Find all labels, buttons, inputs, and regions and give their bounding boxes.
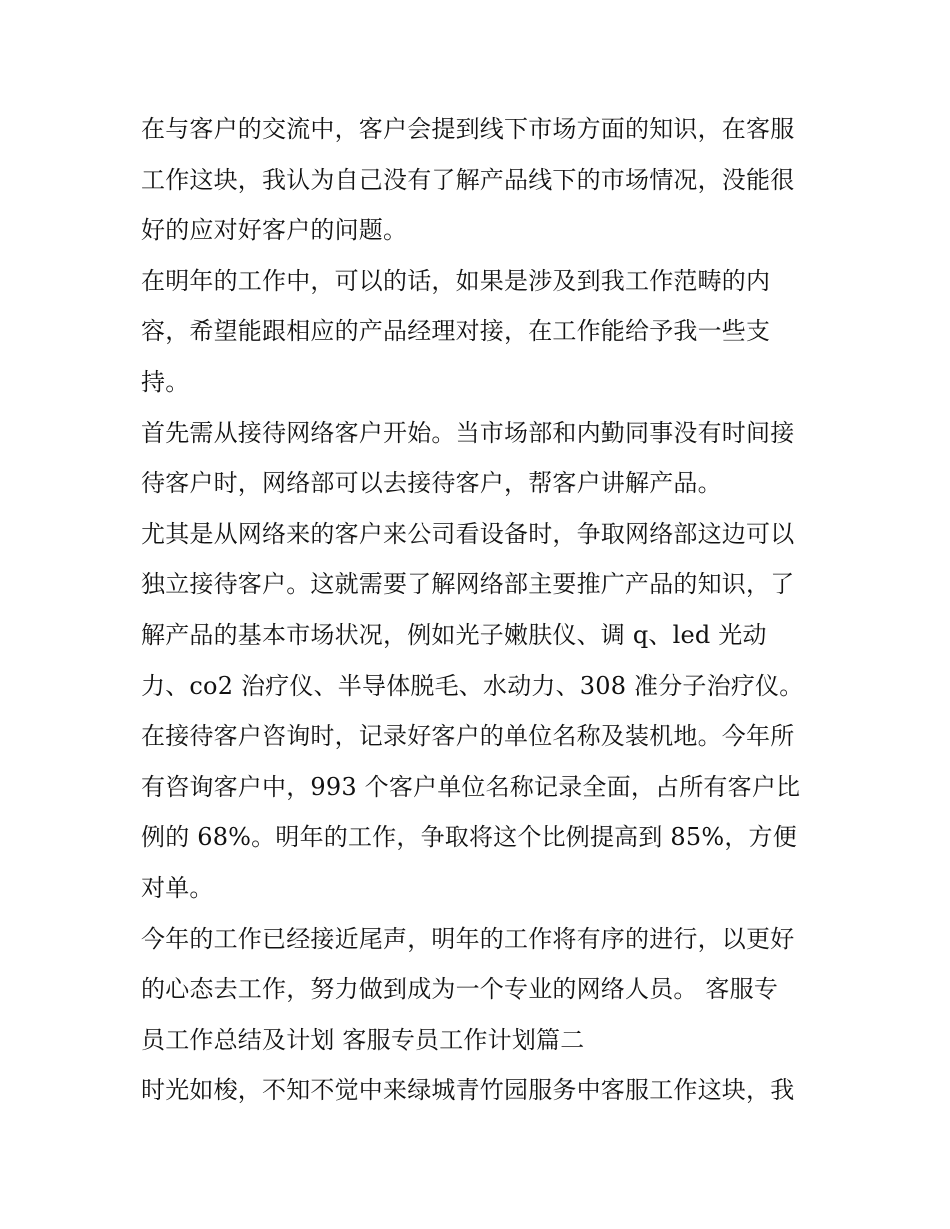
text-line: 首先需从接待网络客户开始。当市场部和内勤同事没有时间接 <box>141 418 795 447</box>
text-line: 持。 <box>141 367 190 396</box>
text-line: 时光如梭，不知不觉中来绿城青竹园服务中客服工作这块，我 <box>141 1076 795 1105</box>
text-line: 尤其是从网络来的客户来公司看设备时，争取网络部这边可以 <box>141 519 795 548</box>
text-line: 独立接待客户。这就需要了解网络部主要推广产品的知识，了 <box>141 570 795 599</box>
text-line: 解产品的基本市场状况，例如光子嫩肤仪、调 q、led 光动 <box>141 620 767 649</box>
text-line: 力、co2 治疗仪、半导体脱毛、水动力、308 准分子治疗仪。 <box>141 671 804 700</box>
text-line: 对单。 <box>141 873 214 902</box>
text-line: 在接待客户咨询时，记录好客户的单位名称及装机地。今年所 <box>141 722 795 751</box>
text-line: 例的 68%。明年的工作，争取将这个比例提高到 85%，方便 <box>141 823 797 852</box>
text-line: 在与客户的交流中，客户会提到线下市场方面的知识，在客服 <box>141 115 795 143</box>
text-line: 今年的工作已经接近尾声，明年的工作将有序的进行，以更好 <box>141 924 795 953</box>
text-line: 待客户时，网络部可以去接待客户，帮客户讲解产品。 <box>141 469 722 498</box>
text-line: 的心态去工作，努力做到成为一个专业的网络人员。 客服专 <box>141 975 779 1004</box>
text-line: 在明年的工作中，可以的话，如果是涉及到我工作范畴的内 <box>141 266 771 295</box>
text-line: 有咨询客户中，993 个客户单位名称记录全面，占所有客户比 <box>141 772 801 801</box>
text-line: 容，希望能跟相应的产品经理对接，在工作能给予我一些支 <box>141 317 771 346</box>
text-line: 工作这块，我认为自己没有了解产品线下的市场情况，没能很 <box>141 165 795 194</box>
document-body <box>141 104 821 1116</box>
text-line: 员工作总结及计划 客服专员工作计划篇二 <box>141 1025 585 1054</box>
text-line: 好的应对好客户的问题。 <box>141 216 408 245</box>
